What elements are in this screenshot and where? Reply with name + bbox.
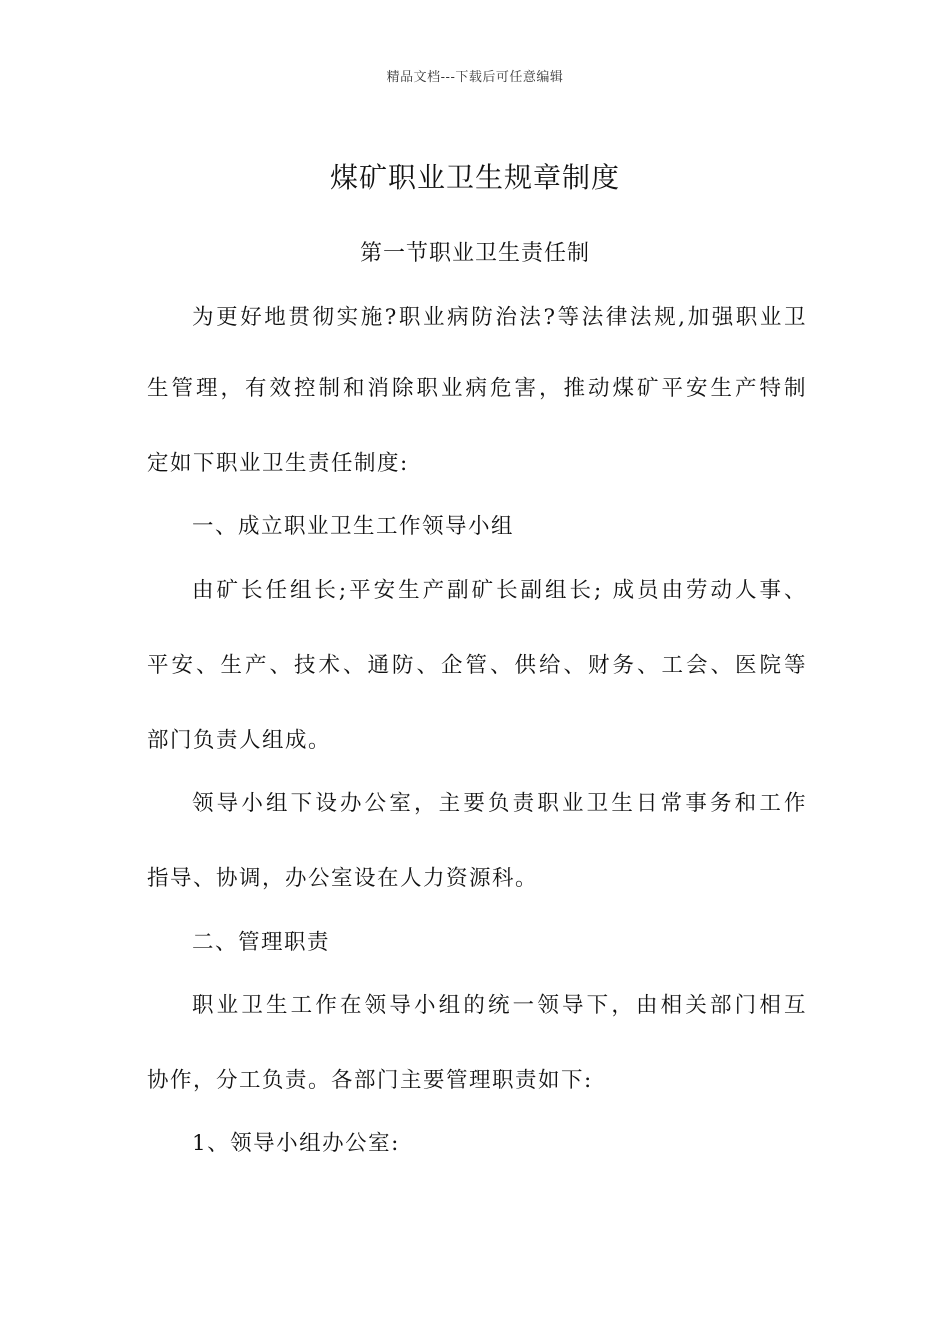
paragraph-line: 平安、生产、技术、通防、企管、供给、财务、工会、医院等 [147,653,807,678]
document-title: 煤矿职业卫生规章制度 [329,161,620,194]
paragraph-line: 领导小组下设办公室，主要负责职业卫生日常事务和工作 [192,791,807,816]
paragraph-line: 为更好地贯彻实施?职业病防治法?等法律法规,加强职业卫 [192,305,807,330]
paragraph-line: 由矿长任组长;平安生产副矿长副组长; 成员由劳动人事、 [192,578,807,603]
heading-line: 二、管理职责 [192,930,331,955]
paragraph-line: 协作，分工负责。各部门主要管理职责如下: [147,1068,593,1093]
heading-line: 一、成立职业卫生工作领导小组 [192,514,515,539]
paragraph-line: 部门负责人组成。 [147,728,332,753]
page-header: 精品文档---下载后可任意编辑 [386,70,564,85]
paragraph-line: 职业卫生工作在领导小组的统一领导下，由相关部门相互 [192,993,807,1018]
section-title: 第一节职业卫生责任制 [359,241,590,266]
paragraph-line: 生管理，有效控制和消除职业病危害，推动煤矿平安生产特制 [147,376,807,401]
heading-line: 1、领导小组办公室: [192,1131,400,1156]
paragraph-line: 定如下职业卫生责任制度: [147,451,409,476]
paragraph-line: 指导、协调，办公室设在人力资源科。 [147,866,539,891]
